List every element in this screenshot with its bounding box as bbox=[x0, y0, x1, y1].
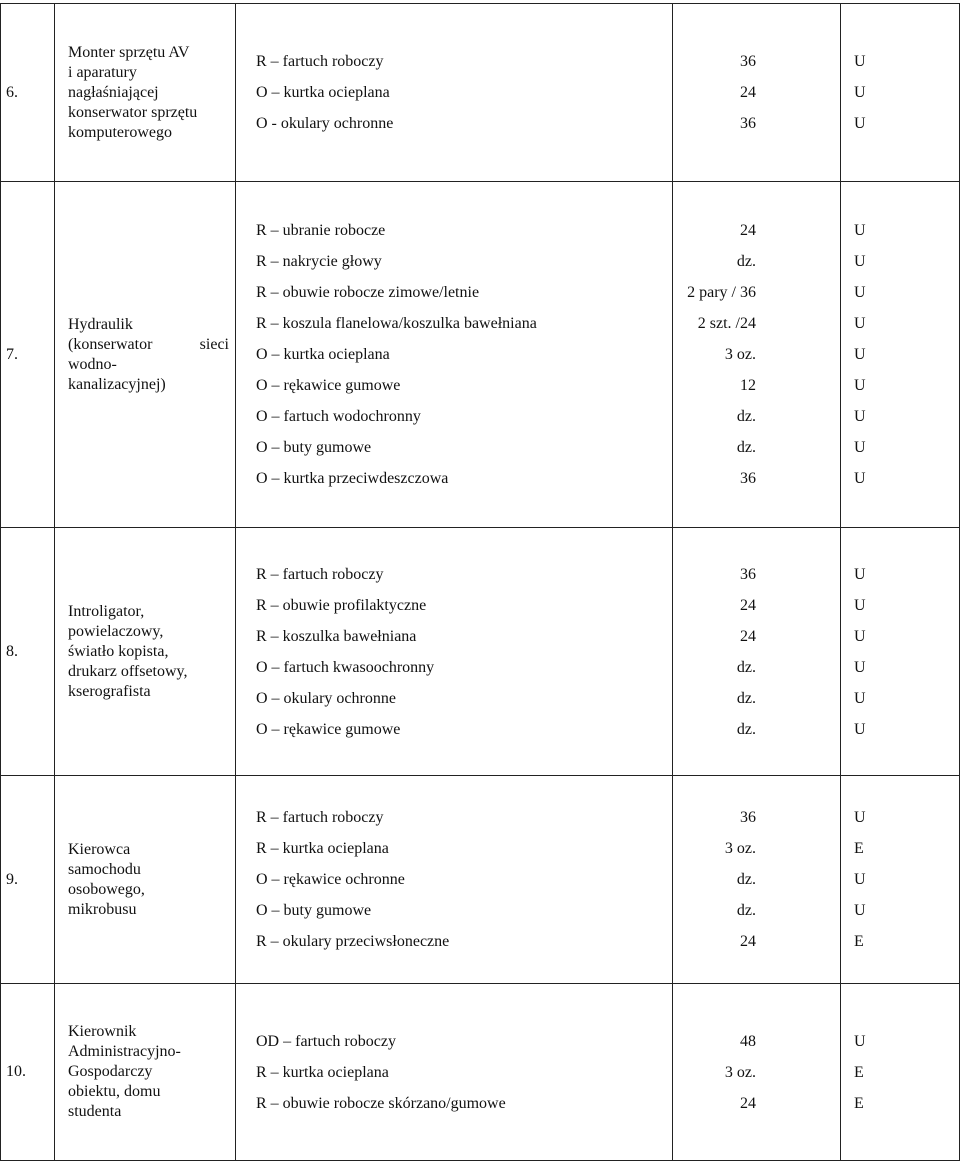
provision-type: U bbox=[854, 470, 866, 487]
equipment-item: O – okulary ochronne bbox=[256, 689, 396, 707]
equipment-item: O – buty gumowe bbox=[256, 902, 372, 919]
usage-period: 3 oz. bbox=[724, 840, 756, 857]
usage-period: dz. bbox=[736, 253, 756, 270]
usage-period: dz. bbox=[736, 689, 756, 707]
equipment-item: OD – fartuch roboczy bbox=[256, 1032, 396, 1050]
job-title-line: (konserwator sieci bbox=[68, 335, 229, 353]
usage-period: 36 bbox=[740, 470, 756, 487]
usage-period: dz. bbox=[736, 871, 756, 888]
usage-period: 3 oz. bbox=[724, 1063, 756, 1081]
job-title-line: mikrobusu bbox=[68, 900, 137, 918]
row-number: 6. bbox=[1, 4, 55, 182]
job-title-cell bbox=[55, 528, 236, 776]
usage-period: 36 bbox=[740, 565, 756, 583]
equipment-item-cell bbox=[236, 182, 673, 528]
equipment-item: R – ubranie robocze bbox=[256, 222, 386, 239]
provision-type-cell bbox=[841, 528, 960, 776]
usage-period-cell bbox=[673, 984, 841, 1161]
provision-type: U bbox=[854, 84, 866, 101]
equipment-item-cell bbox=[236, 528, 673, 776]
equipment-item: R – obuwie robocze skórzano/gumowe bbox=[256, 1094, 506, 1112]
provision-type: E bbox=[854, 840, 864, 857]
provision-type-cell bbox=[841, 182, 960, 528]
job-title-line: Kierownik bbox=[68, 1023, 137, 1040]
provision-type: U bbox=[854, 720, 866, 738]
equipment-item: R – koszulka bawełniana bbox=[256, 627, 417, 645]
provision-type-cell bbox=[841, 776, 960, 984]
job-title-line: wodno- bbox=[68, 355, 117, 373]
equipment-item: O – kurtka przeciwdeszczowa bbox=[256, 470, 449, 487]
equipment-item-cell bbox=[236, 984, 673, 1161]
equipment-item: R – fartuch roboczy bbox=[256, 565, 384, 583]
provision-type: U bbox=[854, 871, 866, 888]
provision-type: U bbox=[854, 627, 866, 645]
job-title-line: obiektu, domu bbox=[68, 1083, 161, 1100]
provision-type: U bbox=[854, 658, 866, 676]
job-title-line: i aparatury bbox=[68, 63, 137, 81]
provision-type: U bbox=[854, 346, 866, 363]
usage-period: 36 bbox=[740, 53, 756, 70]
usage-period: dz. bbox=[736, 720, 756, 738]
equipment-item: R – obuwie profilaktyczne bbox=[256, 596, 427, 614]
provision-type: U bbox=[854, 408, 866, 425]
provision-type: U bbox=[854, 284, 866, 301]
provision-type: U bbox=[854, 809, 866, 826]
table-row bbox=[1, 182, 960, 528]
row-number: 7. bbox=[1, 182, 55, 528]
job-title-cell bbox=[55, 182, 236, 528]
usage-period: dz. bbox=[736, 658, 756, 676]
usage-period: 3 oz. bbox=[724, 346, 756, 363]
equipment-item: R – obuwie robocze zimowe/letnie bbox=[256, 284, 480, 301]
equipment-item: R – kurtka ocieplana bbox=[256, 840, 389, 857]
job-title-cell bbox=[55, 4, 236, 182]
equipment-item-cell bbox=[236, 776, 673, 984]
usage-period-cell bbox=[673, 4, 841, 182]
usage-period-cell bbox=[673, 182, 841, 528]
equipment-item: O – fartuch wodochronny bbox=[256, 408, 421, 425]
job-title-line: osobowego, bbox=[68, 880, 145, 898]
usage-period-cell bbox=[673, 528, 841, 776]
job-title-line: powielaczowy, bbox=[68, 622, 164, 640]
job-title-line: konserwator sprzętu bbox=[68, 103, 198, 121]
job-title-line: Hydraulik bbox=[68, 315, 133, 333]
provision-type: U bbox=[854, 315, 866, 332]
job-title-line: Gospodarczy bbox=[68, 1063, 153, 1080]
job-title-line: drukarz offsetowy, bbox=[68, 662, 188, 680]
equipment-item: O – fartuch kwasoochronny bbox=[256, 658, 435, 676]
usage-period-cell bbox=[673, 776, 841, 984]
provision-type: U bbox=[854, 902, 866, 919]
provision-type: U bbox=[854, 115, 866, 132]
job-title-line: Monter sprzętu AV bbox=[68, 43, 190, 61]
job-title-cell bbox=[55, 984, 236, 1161]
provision-type: U bbox=[854, 53, 866, 70]
usage-period: 24 bbox=[740, 84, 756, 101]
job-title-line: kserografista bbox=[68, 682, 151, 700]
row-number: 8. bbox=[1, 528, 55, 776]
provision-type: U bbox=[854, 565, 866, 583]
provision-type: U bbox=[854, 596, 866, 614]
usage-period: 36 bbox=[740, 115, 756, 132]
usage-period: dz. bbox=[736, 902, 756, 919]
usage-period: 24 bbox=[740, 627, 756, 645]
equipment-item: R – fartuch roboczy bbox=[256, 53, 384, 70]
job-title-line: samochodu bbox=[68, 860, 141, 878]
provision-type: U bbox=[854, 689, 866, 707]
usage-period: 24 bbox=[740, 1094, 756, 1112]
equipment-item-cell bbox=[236, 4, 673, 182]
job-title-line: nagłaśniającej bbox=[68, 83, 159, 101]
table-row bbox=[1, 4, 960, 182]
provision-type: U bbox=[854, 253, 866, 270]
provision-type: E bbox=[854, 933, 864, 950]
usage-period: 2 szt. /24 bbox=[697, 315, 756, 332]
provision-type: U bbox=[854, 1032, 866, 1050]
equipment-item: R – kurtka ocieplana bbox=[256, 1063, 389, 1081]
provision-type-cell bbox=[841, 984, 960, 1161]
equipment-item: O – rękawice ochronne bbox=[256, 871, 405, 888]
job-title-line: światło kopista, bbox=[68, 642, 169, 660]
equipment-item: O – kurtka ocieplana bbox=[256, 346, 390, 363]
equipment-item: R – koszula flanelowa/koszulka bawełniana bbox=[256, 315, 537, 332]
usage-period: 24 bbox=[740, 933, 756, 950]
provision-type: E bbox=[854, 1094, 864, 1112]
usage-period: 24 bbox=[740, 222, 756, 239]
equipment-item: R – nakrycie głowy bbox=[256, 253, 382, 270]
equipment-item: O – buty gumowe bbox=[256, 439, 372, 456]
provision-type: E bbox=[854, 1063, 864, 1081]
row-number: 9. bbox=[1, 776, 55, 984]
provision-type: U bbox=[854, 439, 866, 456]
equipment-item: R – okulary przeciwsłoneczne bbox=[256, 933, 450, 950]
equipment-item: O – kurtka ocieplana bbox=[256, 84, 390, 101]
provision-type-cell bbox=[841, 4, 960, 182]
usage-period: 48 bbox=[740, 1032, 756, 1050]
equipment-item: O – rękawice gumowe bbox=[256, 720, 401, 738]
usage-period: 24 bbox=[740, 596, 756, 614]
usage-period: dz. bbox=[736, 439, 756, 456]
table-row bbox=[1, 528, 960, 776]
job-title-line: kanalizacyjnej) bbox=[68, 375, 166, 393]
provision-type: U bbox=[854, 222, 866, 239]
usage-period: dz. bbox=[736, 408, 756, 425]
usage-period: 36 bbox=[740, 809, 756, 826]
protective-clothing-table bbox=[0, 3, 960, 1161]
usage-period: 12 bbox=[740, 377, 756, 394]
job-title-line: Administracyjno- bbox=[68, 1043, 181, 1060]
table-row bbox=[1, 776, 960, 984]
row-number: 10. bbox=[1, 984, 55, 1161]
job-title-line: studenta bbox=[68, 1103, 122, 1120]
equipment-item: O - okulary ochronne bbox=[256, 115, 394, 132]
table-row bbox=[1, 984, 960, 1161]
job-title-line: Introligator, bbox=[68, 602, 145, 620]
job-title-cell bbox=[55, 776, 236, 984]
job-title-line: Kierowca bbox=[68, 840, 131, 858]
equipment-item: O – rękawice gumowe bbox=[256, 377, 401, 394]
equipment-item: R – fartuch roboczy bbox=[256, 809, 384, 826]
job-title-line: komputerowego bbox=[68, 123, 172, 141]
provision-type: U bbox=[854, 377, 866, 394]
usage-period: 2 pary / 36 bbox=[687, 284, 756, 301]
